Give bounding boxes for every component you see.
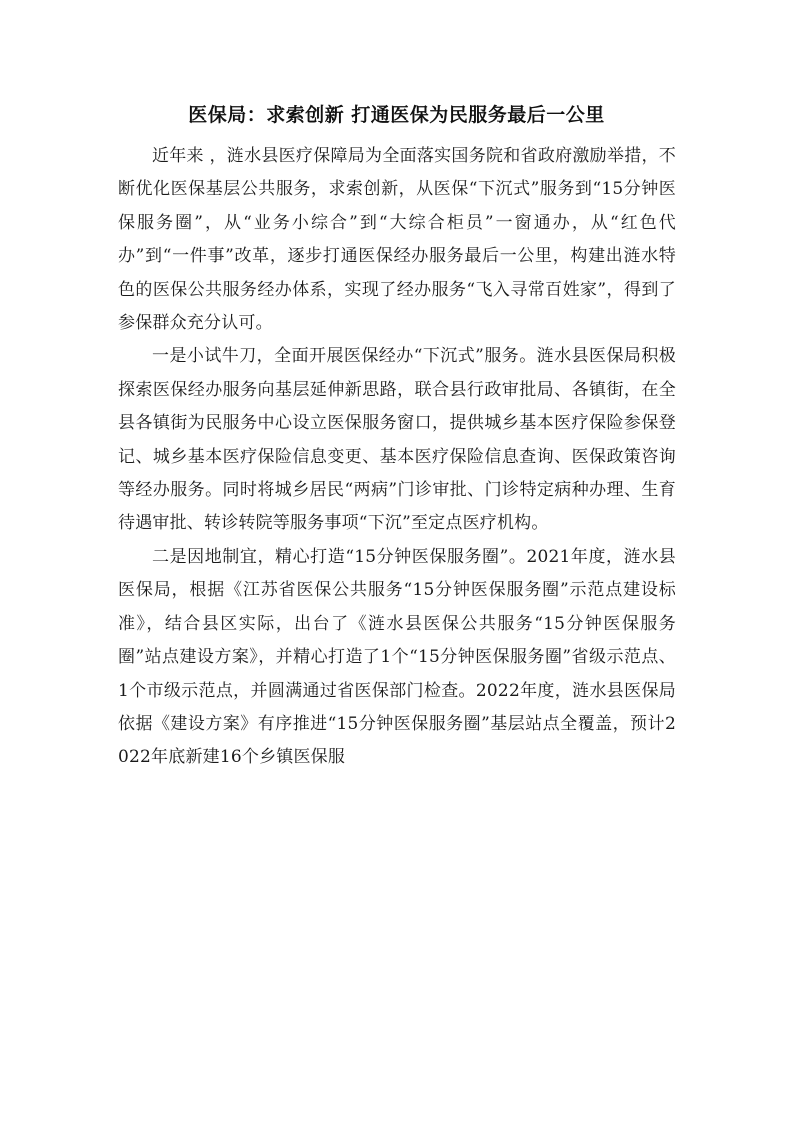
document-body [118,140,676,775]
paragraph-intro: 近年来 ，涟水县医疗保障局为全面落实国务院和省政府激励举措，不断优化医保基层公共服务，求索创新，从医保“下沉式”服务到“15分钟医保服务圈”，从“业务小综合”到“大综合柜员”一窗通办，从“红色代办”到“一件事”改革，逐步打通医保经办服务最后一公里，构建出涟水特色的医保公共服务经办体系，实现了经办服务“飞入寻常百姓家”，得到了参保群众充分认可。 [118,146,676,334]
paragraph-point-two: 二是因地制宜，精心打造“15分钟医保服务圈”。2021年度，涟水县医保局，根据《江苏省医保公共服务“15分钟医保服务圈”示范点建设标准》，结合县区实际，出台了《涟水县医保公共服务“15分钟医保服务圈”站点建设方案》，并精心打造了1个“15分钟医保服务圈”省级示范点、1个市级示范点，并圆满通过省医保部门检查。2022年度，涟水县医保局依据《建设方案》有序推进“15分钟医保服务圈”基层站点全覆盖，预计2022年底新建16个乡镇医保服 [118,546,676,768]
paragraph-point-one: 一是小试牛刀，全面开展医保经办“下沉式”服务。涟水县医保局积极探索医保经办服务向基层延伸新思路，联合县行政审批局、各镇街，在全县各镇街为民服务中心设立医保服务窗口，提供城乡基本医疗保险参保登记、城乡基本医疗保险信息变更、基本医疗保险信息查询、医保政策咨询等经办服务。同时将城乡居民“两病”门诊审批、门诊特定病种办理、生育待遇审批、转诊转院等服务事项“下沉”至定点医疗机构。 [118,346,676,534]
document-title: 医保局：求索创新 打通医保为民服务最后一公里 [188,104,605,126]
